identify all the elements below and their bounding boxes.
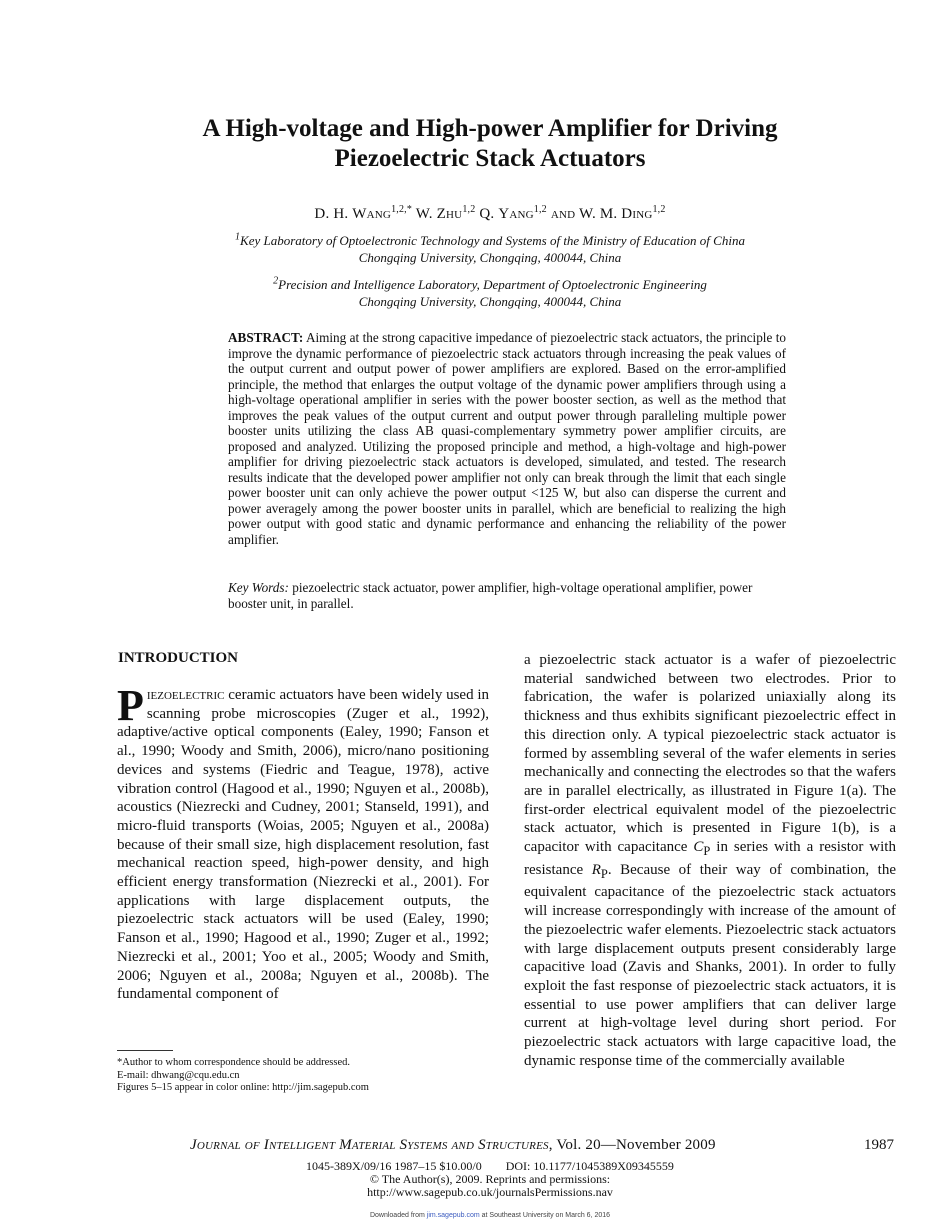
author-3-affiliation-mark: 1,2 [533, 204, 547, 215]
author-4-surname: Ding [621, 206, 653, 222]
author-4-affiliation-mark: 1,2 [652, 204, 666, 215]
author-1-initials: D. H. [314, 206, 349, 222]
footnote-rule [117, 1050, 173, 1051]
affiliation-2-mark: 2 [273, 275, 279, 287]
download-prefix: Downloaded from [369, 1212, 427, 1219]
capacitance-symbol: C [693, 839, 704, 856]
affiliation-1-line-2: Chongqing University, Chongqing, 400044, China [358, 250, 622, 265]
publication-info [250, 1160, 730, 1199]
drop-cap: P [117, 681, 144, 730]
author-2-initials: W. [415, 206, 433, 222]
permissions-url[interactable]: http://www.sagepub.co.uk/journalsPermissions.nav [367, 1185, 613, 1199]
journal-name: Journal of Intelligent Material Systems and Structures [190, 1137, 549, 1153]
intro-right-text-1: a piezoelectric stack actuator is a wafer of piezoelectric material sandwiched between two electrodes. Prior to fabrication, the wafer is polarized uniaxially along its thickness and thus exhibits significant piezoelectric effect in this direction only. A typical piezoelectric stack actuator is formed by assembling several of the wafer elements in series mechanically and connecting the electrodes so that the wafers are in parallel electrically, as illustrated in Figure 1(a). The first-order electrical equivalent model of the piezoelectric stack actuator, which is presented in Figure 1(b), is a capacitor with capacitance [524, 652, 896, 856]
abstract [228, 330, 786, 547]
title-line-1: A High-voltage and High-power Amplifier for Driving [202, 115, 778, 142]
author-1-surname: Wang [352, 206, 392, 222]
issn-line: 1045-389X/09/16 1987–15 $10.00/0 [306, 1159, 482, 1173]
abstract-label: ABSTRACT: [228, 330, 304, 345]
journal-footer [190, 1137, 716, 1154]
intro-left-text: ceramic actuators have been widely used in scanning probe microscopies (Zuger et al., 1992), adaptive/active optical components (Ealey, 1990; Fanson et al., 1990; Woody and Smith, 2006), micro/nano positioning devices and systems (Fiedric and Teague, 1978), active vibration control (Hagood et al., 1990; Nguyen et al., 2008b), acoustics (Niezrecki and Cudney, 2001; Stanseld, 1991), and micro-fluid transports (Woias, 2005; Nguyen et al., 2008a) because of their small size, high displacement resolution, fast mechanical reaction speed, high-power density, and high efficient energy transformation (Niezrecki et al., 2001). For applications with large displacement outputs, the piezoelectric stack actuators will be used (Ealey, 1990; Fanson et al., 1990; Hagood et al., 1990; Zuger et al., 1992; Niezrecki et al., 2001; Yoo et al., 2005; Woody and Smith, 2006; Nguyen et al., 2008a; Nguyen et al., 2008b). The fundamental component of [117, 687, 489, 1003]
journal-volume: , Vol. 20—November 2009 [548, 1137, 716, 1153]
intro-right-text-3: . Because of their way of combination, the equivalent capacitance of the piezoelectric stack actuators will increase correspondingly with increase of the amount of the piezoelectric wafer elements. Piezoelectric stack actuators with large displacement outputs present considerably large capacitive load (Zavis and Shanks, 2001). In order to fully exploit the fast response of piezoelectric stack actuators, it is essential to use power amplifiers that can deliver large current at high-voltage level during short period. For piezoelectric stack actuators with large capacitive load, the dynamic response time of the commercially available [524, 861, 896, 1069]
copyright-line: © The Author(s), 2009. Reprints and permissions: [369, 1172, 611, 1186]
author-3-initials: Q. [479, 206, 495, 222]
capacitance-subscript: P [703, 844, 711, 859]
footnotes [117, 1057, 489, 1095]
intro-left-column [117, 681, 489, 1004]
intro-right-text-2: in series with a resistor with resistance [524, 839, 896, 878]
affiliation-1-line-1: Key Laboratory of Optoelectronic Technology and Systems of the Ministry of Education of China [240, 233, 745, 248]
author-conjunction: and [550, 206, 576, 222]
affiliation-2-line-2: Chongqing University, Chongqing, 400044, China [358, 294, 622, 309]
author-3-surname: Yang [498, 206, 534, 222]
doi: DOI: 10.1177/1045389X09345559 [505, 1159, 674, 1173]
footnote-figures: Figures 5–15 appear in color online: http://jim.sagepub.com [117, 1082, 369, 1093]
section-heading-introduction: INTRODUCTION [118, 650, 239, 666]
affiliation-2-line-1: Precision and Intelligence Laboratory, Department of Optoelectronic Engineering [278, 277, 707, 292]
author-4-initials: W. M. [578, 206, 618, 222]
resistance-symbol: R [591, 861, 601, 878]
author-2-affiliation-mark: 1,2 [462, 204, 476, 215]
title-line-2: Piezoelectric Stack Actuators [334, 145, 646, 172]
resistance-subscript: P [600, 866, 608, 881]
author-2-surname: Zhu [436, 206, 463, 222]
abstract-text: Aiming at the strong capacitive impedance of piezoelectric stack actuators, the principle to improve the dynamic performance of piezoelectric stack actuators through increasing the peak values of the output current and output power of power amplifiers are explored. Based on the error-amplified principle, the method that enlarges the output voltage of the dynamic power amplifiers through using a high-voltage operational amplifier in series with the power booster section, as well as the method that improves the peak values of the output current and output power through paralleling multiple power booster units utilizing the class AB quasi-complementary symmetry power amplifier circuits, are proposed and analyzed. Utilizing the proposed principle and method, a high-voltage and high-power amplifier for driving piezoelectric stack actuators is developed, simulated, and tested. The research results indicate that the developed power amplifier not only can break through the limit that each single power booster unit can only achieve the power output <125 W, but also can disperse the current and power averagely among the power booster units in parallel, which are beneficial to realizing the high power output with good static and dynamic performance and enhancing the reliability of the power amplifier. [228, 330, 786, 547]
download-suffix: at Southeast University on March 6, 2016 [479, 1212, 611, 1219]
keywords-text: piezoelectric stack actuator, power amplifier, high-voltage operational amplifier, power booster unit, in parallel. [228, 580, 753, 611]
footnote-correspondence: *Author to whom correspondence should be addressed. [117, 1057, 350, 1068]
paper-title [150, 114, 830, 174]
intro-lead-word: iezoelectric [146, 687, 225, 703]
intro-right-column [524, 651, 896, 1070]
page-number: 1987 [864, 1137, 894, 1153]
keywords [228, 580, 786, 611]
download-link[interactable]: jim.sagepub.com [426, 1212, 480, 1219]
affiliation-1-mark: 1 [235, 231, 241, 243]
author-list [150, 204, 830, 224]
affiliation-1 [150, 232, 830, 266]
keywords-label: Key Words: [228, 580, 289, 595]
author-1-affiliation-mark: 1,2,* [391, 204, 413, 215]
download-notice [250, 1212, 730, 1219]
footnote-email: E-mail: dhwang@cqu.edu.cn [117, 1069, 240, 1081]
affiliation-2 [150, 276, 830, 310]
